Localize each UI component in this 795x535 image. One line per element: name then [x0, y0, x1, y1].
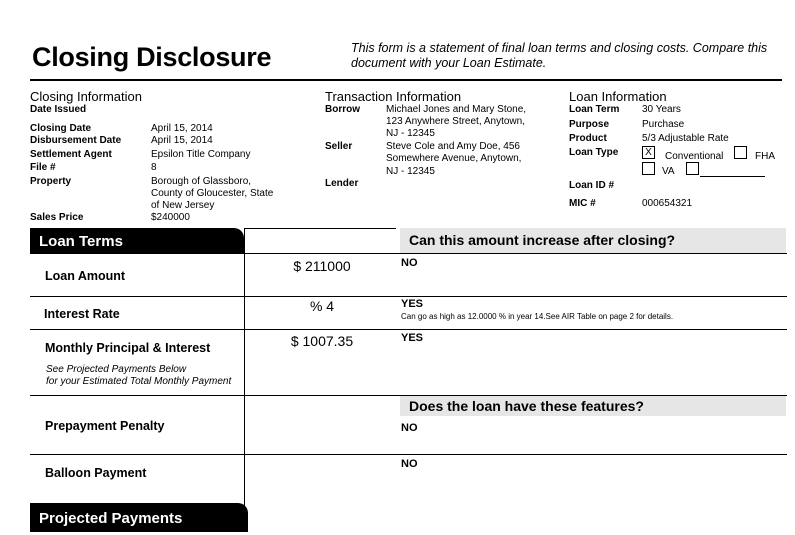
monthly-note-line1: See Projected Payments Below: [46, 364, 187, 375]
sales-price-label: Sales Price: [30, 212, 84, 223]
borrower-line2: 123 Anywhere Street, Anytown,: [386, 116, 525, 127]
product-label: Product: [569, 133, 607, 144]
seller-line3: NJ - 12345: [386, 166, 435, 177]
fha-label: FHA: [755, 151, 775, 162]
row-divider: [30, 454, 787, 455]
loan-amount-label: Loan Amount: [45, 269, 126, 283]
fha-checkbox[interactable]: [734, 146, 747, 159]
projected-payments-bar: Projected Payments: [30, 503, 248, 532]
transaction-info-heading: Transaction Information: [325, 89, 462, 104]
header-divider: [30, 79, 782, 81]
sales-price-value: $240000: [151, 212, 190, 223]
intro-text: This form is a statement of final loan terms and closing costs. Compare this document with your Loan Estimate.: [351, 41, 768, 70]
closing-date-value: April 15, 2014: [151, 123, 213, 134]
loan-terms-bar: Loan Terms: [30, 228, 244, 253]
loan-term-value: 30 Years: [642, 104, 681, 115]
prepayment-penalty-label: Prepayment Penalty: [45, 419, 165, 433]
closing-info-heading: Closing Information: [30, 89, 142, 104]
borrower-line3: NJ - 12345: [386, 128, 435, 139]
other-type-underline: [700, 176, 765, 177]
loan-type-label: Loan Type: [569, 147, 619, 158]
property-line2: County of Gloucester, State: [151, 188, 274, 199]
monthly-pi-value: $ 1007.35: [290, 333, 354, 349]
product-value: 5/3 Adjustable Rate: [642, 133, 729, 144]
file-value: 8: [151, 162, 157, 173]
borrower-label: Borrow: [325, 104, 360, 115]
mic-label: MIC #: [569, 198, 596, 209]
file-label: File #: [30, 162, 56, 173]
lender-label: Lender: [325, 178, 359, 189]
loan-term-label: Loan Term: [569, 104, 620, 115]
loan-id-label: Loan ID #: [569, 180, 615, 191]
date-issued-label: Date Issued: [30, 104, 87, 115]
row-divider: [30, 329, 787, 330]
seller-line2: Somewhere Avenue, Anytown,: [386, 153, 522, 164]
page-title: Closing Disclosure: [32, 42, 272, 72]
balloon-payment-answer: NO: [401, 458, 418, 470]
loan-info-heading: Loan Information: [569, 89, 667, 104]
table-top-line: [244, 228, 396, 229]
purpose-label: Purpose: [569, 119, 610, 130]
mic-value: 000654321: [642, 198, 693, 209]
features-question-header: Does the loan have these features?: [400, 396, 786, 416]
seller-line1: Steve Cole and Amy Doe, 456: [386, 141, 520, 152]
settlement-agent-label: Settlement Agent: [30, 149, 112, 160]
interest-rate-answer: YES: [401, 298, 424, 310]
prepayment-penalty-answer: NO: [401, 422, 418, 434]
interest-rate-value: % 4: [309, 298, 335, 314]
conventional-checkbox[interactable]: X: [642, 146, 655, 159]
borrower-line1: Michael Jones and Mary Stone,: [386, 104, 527, 115]
purpose-value: Purchase: [642, 119, 685, 130]
va-checkbox[interactable]: [642, 162, 655, 175]
other-checkbox[interactable]: [686, 162, 699, 175]
conventional-label: Conventional: [665, 151, 724, 162]
loan-amount-answer: NO: [401, 257, 418, 269]
va-label: VA: [662, 166, 675, 177]
closing-date-label: Closing Date: [30, 123, 92, 134]
increase-question-header: Can this amount increase after closing?: [400, 228, 786, 253]
loan-amount-value: $ 211000: [293, 258, 351, 274]
interest-rate-label: Interest Rate: [44, 307, 120, 321]
interest-rate-note: Can go as high as 12.0000 % in year 14.See AIR Table on page 2 for details.: [401, 312, 674, 321]
property-line3: of New Jersey: [151, 200, 215, 211]
balloon-payment-label: Balloon Payment: [45, 466, 147, 480]
monthly-pi-label: Monthly Principal & Interest: [45, 341, 211, 355]
label-column-divider: [244, 228, 245, 525]
row-divider: [30, 296, 787, 297]
disbursement-date-label: Disbursement Date: [30, 135, 122, 146]
property-label: Property: [30, 176, 72, 187]
seller-label: Seller: [325, 141, 353, 152]
monthly-pi-answer: YES: [401, 332, 424, 344]
header-bottom-line: [30, 253, 787, 254]
settlement-agent-value: Epsilon Title Company: [151, 149, 251, 160]
property-line1: Borough of Glassboro,: [151, 176, 252, 187]
disbursement-date-value: April 15, 2014: [151, 135, 213, 146]
monthly-note-line2: for your Estimated Total Monthly Payment: [46, 376, 232, 387]
